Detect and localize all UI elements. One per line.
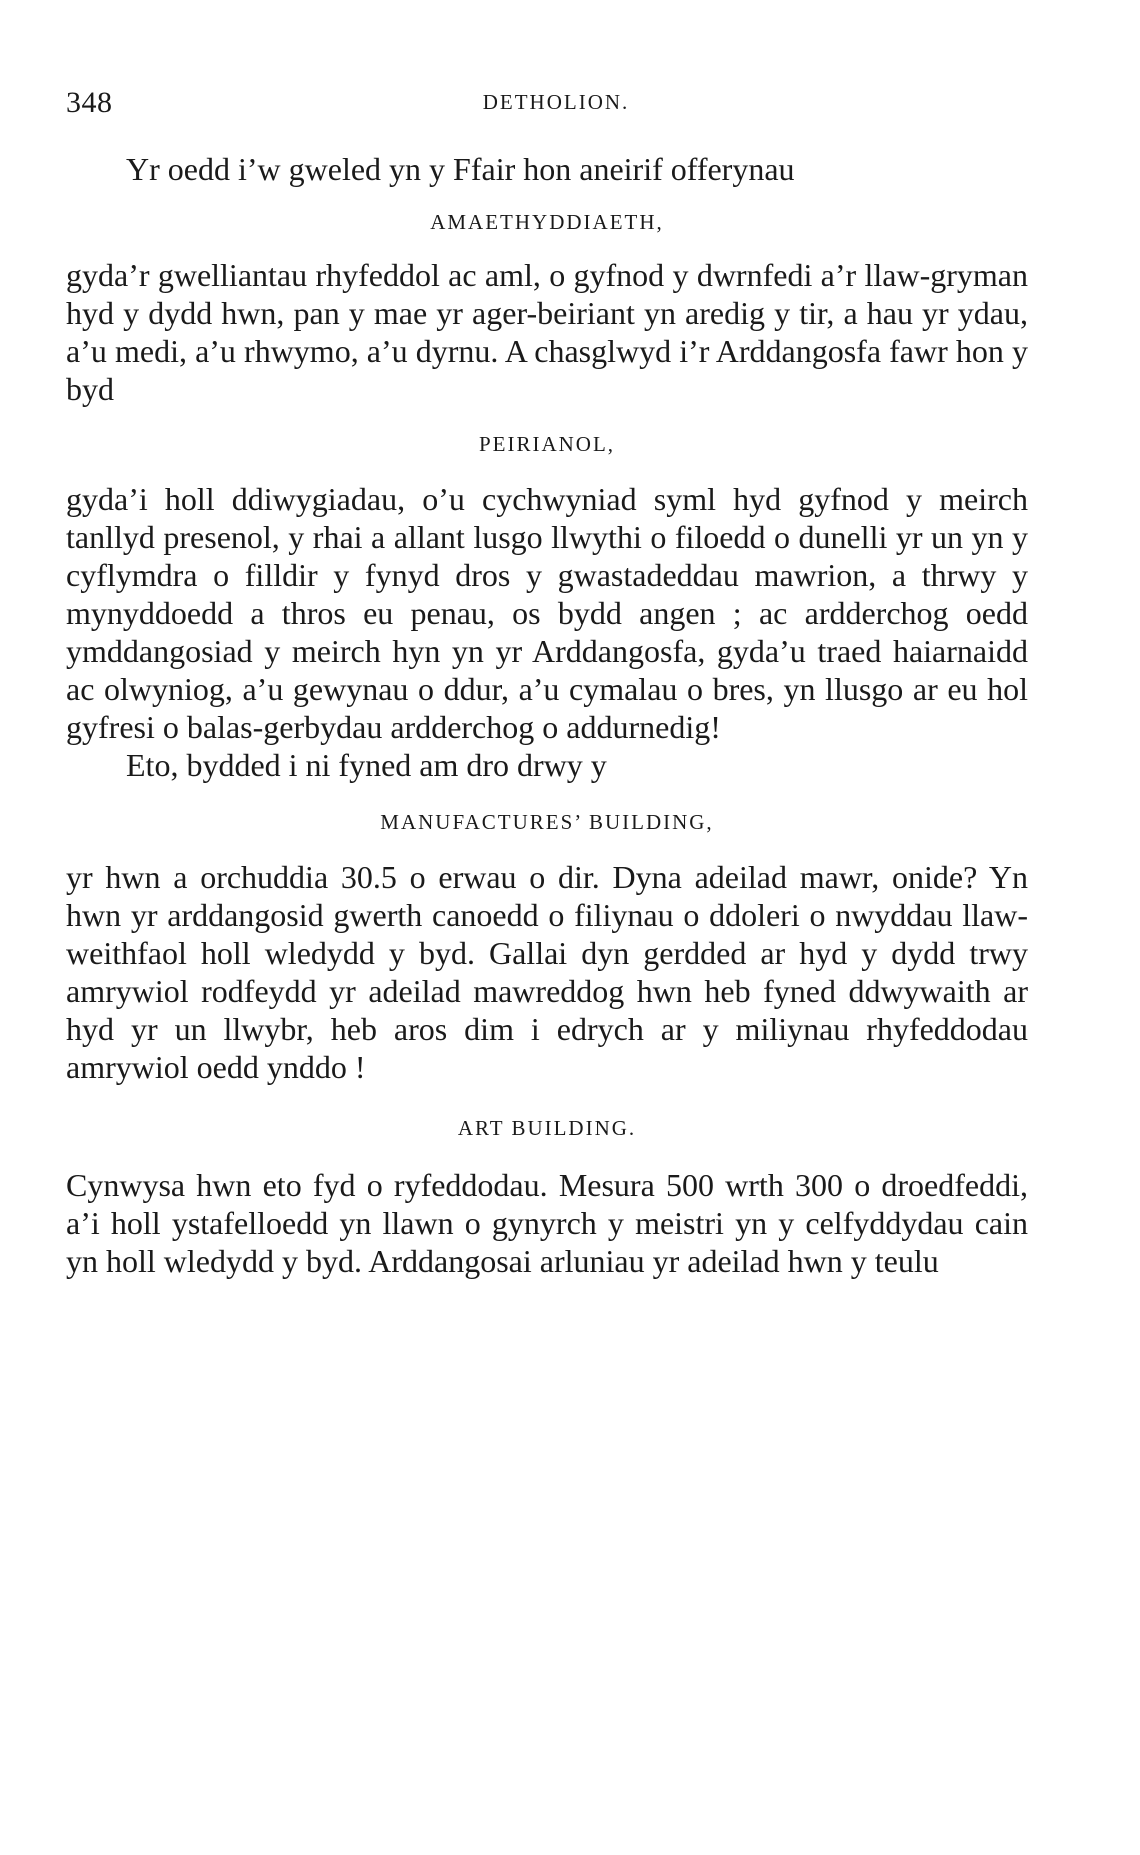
paragraph: gyda’r gwelliantau rhyfeddol ac aml, o gyfnod y dwrnfedi a’r llaw-gryman hyd y dydd hwn, pan y mae yr ager-beiriant yn aredig y tir, a hau yr ydau, a’u medi, a’u rhwymo, a’u dyrnu. A chasglwyd i’r Arddangosfa fawr hon y byd <box>66 257 1028 407</box>
running-title: DETHOLION. <box>482 90 630 114</box>
paragraph: Eto, bydded i ni fyned am dro drwy y <box>126 747 607 783</box>
section-heading-art-building: ART BUILDING. <box>457 1116 637 1140</box>
paragraph: Cynwysa hwn eto fyd o ryfeddodau. Mesura 500 wrth 300 o droedfeddi, a’i holl ystafelloedd yn llawn o gynyrch y meistri yn y celfyddydau cain yn holl wledydd y byd. Arddangosai arluniau yr adeilad hwn y teulu <box>66 1167 1028 1279</box>
section-heading-manufactures-building: MANUFACTURES’ BUILDING, <box>380 810 714 834</box>
page-header <box>66 86 1026 126</box>
page-number: 348 <box>66 86 113 119</box>
section-heading-peirianol: PEIRIANOL, <box>478 432 616 456</box>
section-heading-amaethyddiaeth: AMAETHYDDIAETH, <box>430 210 664 234</box>
paragraph: yr hwn a orchuddia 30.5 o erwau o dir. Dyna adeilad mawr, onide? Yn hwn yr arddangosid gwerth canoedd o filiynau o ddoleri o nwyddau llaw-weithfaol holl wledydd y byd. Gallai dyn gerdded ar hyd y dydd trwy amrywiol rodfeydd yr adeilad mawreddog hwn heb fyned ddwywaith ar hyd yr un llwybr, heb aros dim i edrych ar y miliynau rhyfeddodau amrywiol oedd ynddo ! <box>66 859 1028 1085</box>
paragraph: gyda’i holl ddiwygiadau, o’u cychwyniad syml hyd gyfnod y meirch tanllyd presenol, y rhai a allant lusgo llwythi o filoedd o dunelli yr un yn y cyflymdra o filldir y fynyd dros y gwastadeddau mawrion, a thrwy y mynyddoedd a thros eu penau, os bydd angen ; ac ardderchog oedd ymddangosiad y meirch hyn yn yr Arddangosfa, gyda’u traed haiarnaidd ac olwyniog, a’u gewynau o ddur, a’u cymalau o bres, yn llusgo ar eu hol gyfresi o balas-gerbydau ardderchog o addurnedig! <box>66 481 1028 745</box>
paragraph: Yr oedd i’w gweled yn y Ffair hon aneirif offerynau <box>126 151 795 187</box>
page-body <box>66 150 1028 1280</box>
